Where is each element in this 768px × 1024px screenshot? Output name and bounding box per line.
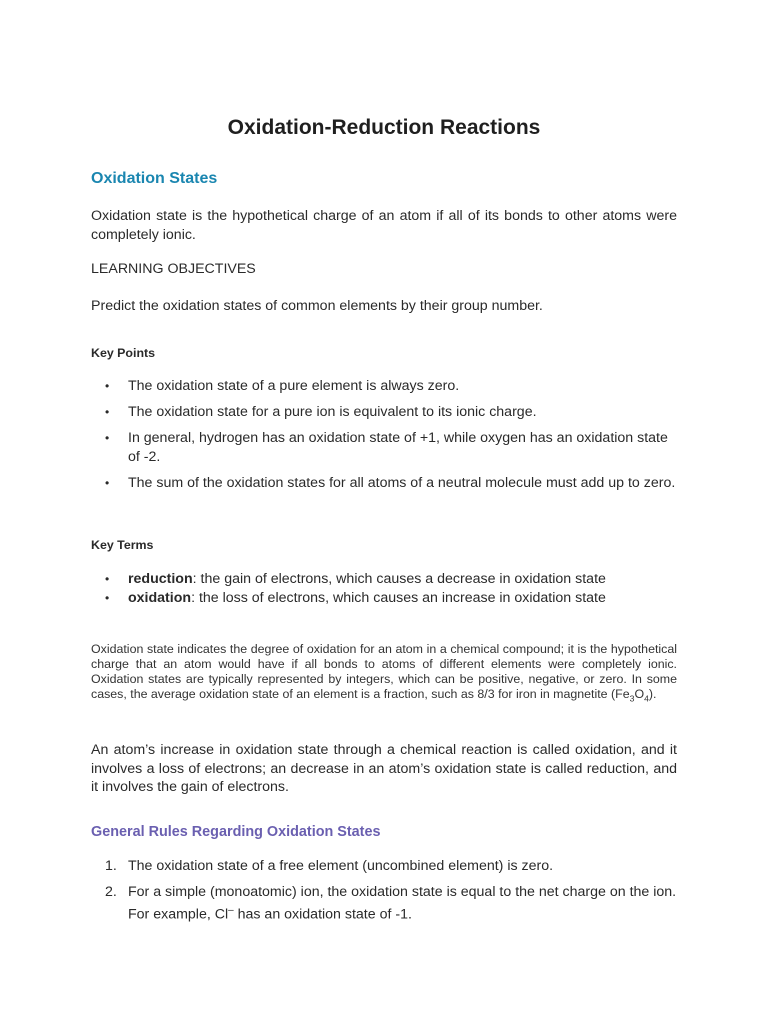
list-item: [91, 883, 677, 924]
rules-list: [91, 857, 677, 924]
section-heading-oxidation-states: Oxidation States: [91, 170, 218, 187]
oxidation-definition-paragraph: An atom’s increase in oxidation state through a chemical reaction is called oxidation, and it involves a loss of electrons; an decrease in an atom’s oxidation state is called reduction, and it involves the gain of electrons.: [91, 742, 677, 795]
oxidation-state-paragraph: [91, 642, 677, 706]
list-number: 2.: [105, 884, 117, 900]
list-item: [91, 589, 677, 608]
key-point-text: The oxidation state of a pure element is always zero.: [128, 378, 460, 394]
bullet-icon: •: [105, 572, 110, 586]
section-heading-general-rules: General Rules Regarding Oxidation States: [91, 824, 381, 840]
learning-objective-text: Predict the oxidation states of common elements by their group number.: [91, 298, 543, 314]
key-term: reduction: [128, 571, 193, 587]
key-point-text: The sum of the oxidation states for all atoms of a neutral molecule must add up to zero.: [128, 474, 676, 491]
key-point-text: In general, hydrogen has an oxidation state of +1, while oxygen has an oxidation state of -2.: [128, 430, 668, 465]
key-points-label: Key Points: [91, 346, 156, 360]
rule-text: For a simple (monoatomic) ion, the oxidation state is equal to the net charge on the ion. For example, Cl: [128, 884, 677, 923]
rule-text: The oxidation state of a free element (uncombined element) is zero.: [128, 858, 554, 874]
learning-objectives-label: LEARNING OBJECTIVES: [91, 261, 256, 277]
key-term: oxidation: [128, 589, 192, 606]
subscript: 4: [644, 693, 649, 704]
list-item: [91, 857, 677, 876]
key-term-definition: : the loss of electrons, which causes an increase in oxidation state: [191, 589, 606, 606]
list-item: [91, 570, 677, 589]
superscript: –: [228, 904, 234, 916]
formula-text: O: [634, 687, 645, 701]
key-points-list: [91, 377, 677, 492]
paragraph-end: ).: [648, 687, 657, 701]
key-term-definition: : the gain of electrons, which causes a decrease in oxidation state: [192, 571, 606, 587]
list-number: 1.: [105, 858, 117, 874]
subscript: 3: [629, 693, 635, 704]
key-point-text: The oxidation state for a pure ion is equivalent to its ionic charge.: [128, 404, 537, 420]
bullet-icon: •: [105, 405, 110, 419]
list-item: [91, 403, 677, 422]
key-terms-label: Key Terms: [91, 538, 154, 552]
bullet-icon: •: [105, 431, 110, 445]
intro-paragraph: Oxidation state is the hypothetical charge of an atom if all of its bonds to other atoms were completely ionic.: [91, 208, 677, 243]
key-terms-list: [91, 570, 677, 607]
rule-text-end: has an oxidation state of -1.: [233, 906, 412, 923]
bullet-icon: •: [105, 379, 110, 393]
paragraph-text: Oxidation state indicates the degree of oxidation for an atom in a chemical compound; it is the hypothetical charge that an atom would have if all bonds to atoms of different elements were completely ionic. Oxidation states are typically represented by integers, which can be positive, negative, or zero. In some cases, the average oxidation state of an element is a fraction, such as 8/3 for iron in magnetite (Fe: [91, 642, 677, 701]
bullet-icon: •: [105, 590, 110, 605]
list-item: [91, 474, 677, 493]
list-item: [91, 377, 677, 396]
page-title: Oxidation-Reduction Reactions: [227, 116, 541, 139]
bullet-icon: •: [105, 475, 110, 490]
list-item: [91, 429, 677, 466]
